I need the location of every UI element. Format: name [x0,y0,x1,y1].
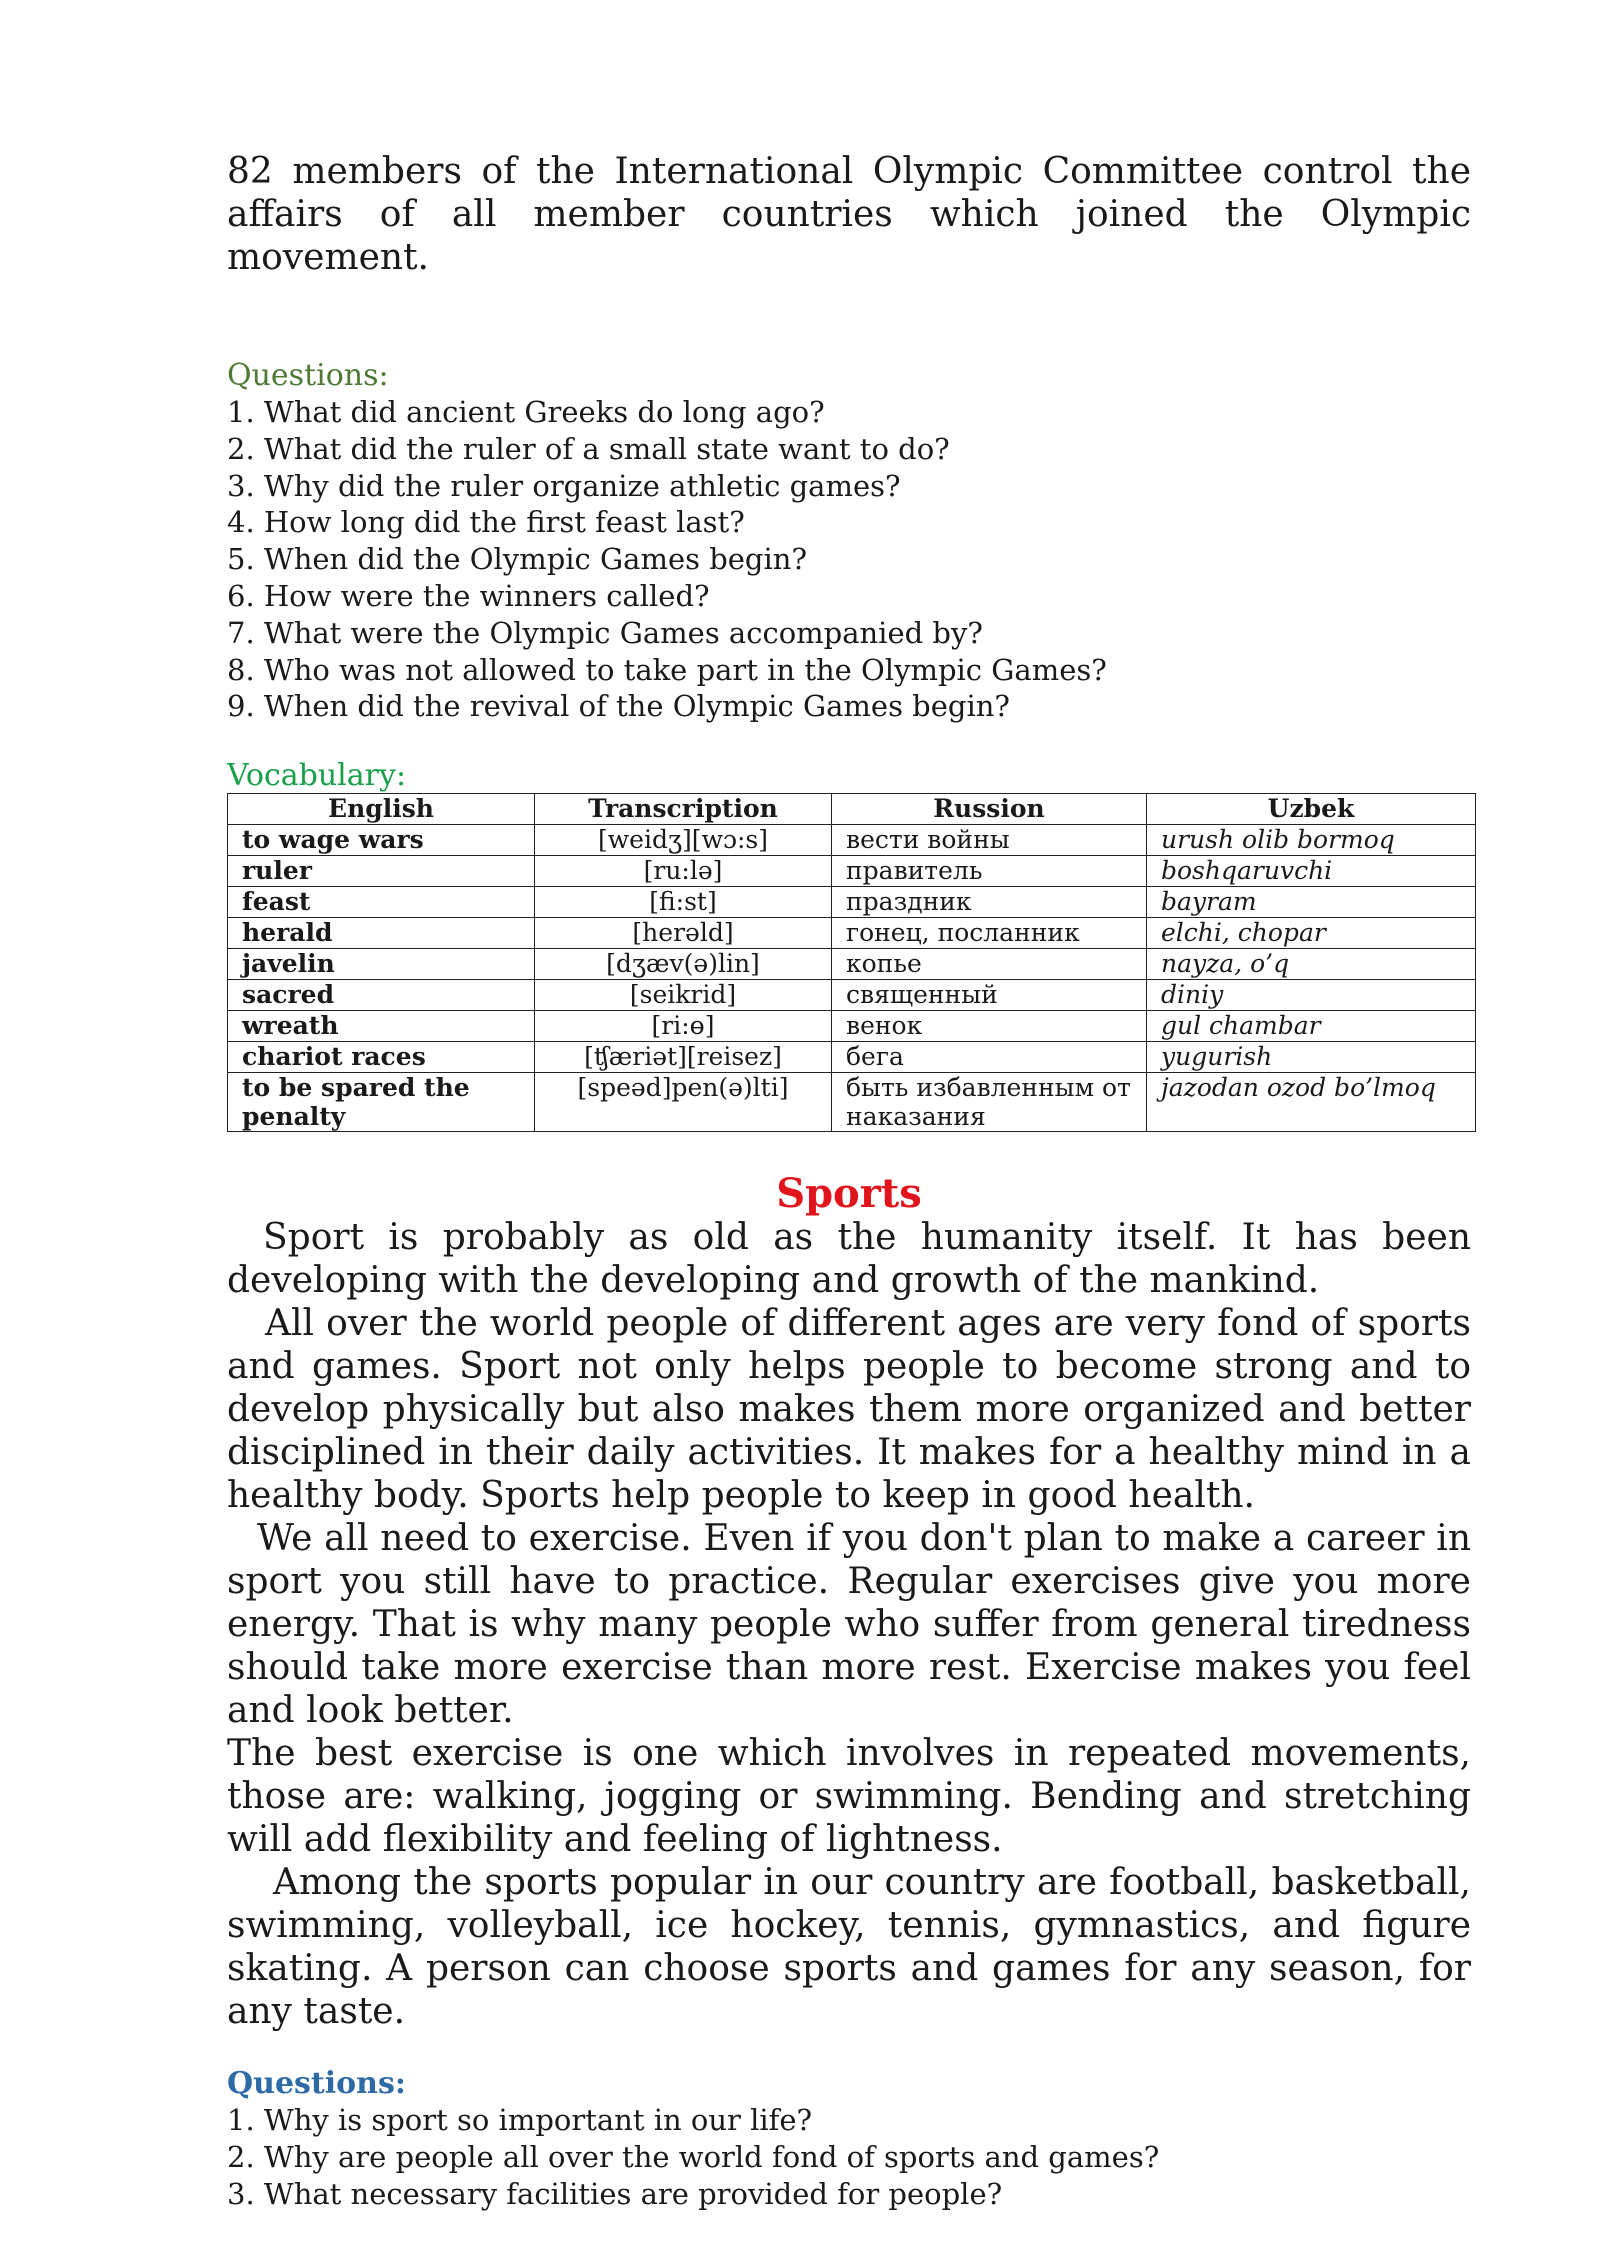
cell-russian: копье [832,949,1147,980]
cell-russian: быть избавленным от наказания [832,1073,1147,1132]
cell-transcription: [ru:lə] [535,856,832,887]
questions-list [227,394,1471,725]
cell-uzbek: gul chambar [1147,1011,1476,1042]
table-row [228,1011,1476,1042]
cell-uzbek: yugurish [1147,1042,1476,1073]
questions-heading-sports: Questions: [227,2066,406,2102]
cell-english: sacred [228,980,535,1011]
cell-english: to wage wars [228,825,535,856]
sports-paragraph: We all need to exercise. Even if you don't plan to make a career in sport you still have to practice. Regular exercises give you more energy. That is why many people who suffer from general tiredness should take more exercise than more rest. Exercise makes you feel and look better. [227,1518,1471,1732]
sports-paragraph: The best exercise is one which involves in repeated movements, those are: walking, jogging or swimming. Bending and stretching will add flexibility and feeling of lightness. [227,1733,1471,1861]
sports-paragraph: All over the world people of different ages are very fond of sports and games. Sport not only helps people to become strong and to develop physically but also makes them more organized and better disciplined in their daily activities. It makes for a healthy mind in a healthy body. Sports help people to keep in good health. [227,1303,1471,1517]
vocabulary-heading: Vocabulary: [227,758,407,794]
question-item: 8. Who was not allowed to take part in the Olympic Games? [227,652,1107,687]
question-item: 9. When did the revival of the Olympic Games begin? [227,689,1010,724]
cell-uzbek: elchi, chopar [1147,918,1476,949]
cell-russian: священный [832,980,1147,1011]
cell-transcription: [seikrid] [535,980,832,1011]
column-header-english: English [228,794,535,825]
column-header-uzbek: Uzbek [1147,794,1476,825]
cell-russian: праздник [832,887,1147,918]
cell-english: feast [228,887,535,918]
question-item: 2. Why are people all over the world fond of sports and games? [227,2139,1160,2174]
section-title-sports: Sports [776,1170,922,1218]
cell-transcription: [ʧæriət][reisez] [535,1042,832,1073]
table-row [228,980,1476,1011]
table-row [228,1073,1476,1132]
cell-russian: правитель [832,856,1147,887]
question-item: 3. Why did the ruler organize athletic games? [227,468,901,503]
cell-english: wreath [228,1011,535,1042]
cell-russian: вести войны [832,825,1147,856]
cell-transcription: [ri:ɵ] [535,1011,832,1042]
cell-english: javelin [228,949,535,980]
sports-paragraph: Among the sports popular in our country are football, basketball, swimming, volleyball, ice hockey, tennis, gymnastics, and figure skating. A person can choose sports and games for any season, for any taste. [227,1862,1471,2033]
table-row [228,887,1476,918]
vocabulary-table [227,793,1476,1132]
cell-english: chariot races [228,1042,535,1073]
column-header-russian: Russion [832,794,1147,825]
question-item: 2. What did the ruler of a small state want to do? [227,431,950,466]
cell-transcription: [speəd]pen(ə)lti] [535,1073,832,1132]
cell-transcription: [herəld] [535,918,832,949]
table-row [228,949,1476,980]
cell-transcription: [dʒæv(ə)lin] [535,949,832,980]
cell-russian: бега [832,1042,1147,1073]
cell-transcription: [weidʒ][wɔ:s] [535,825,832,856]
cell-english: herald [228,918,535,949]
table-header-row [228,794,1476,825]
cell-uzbek: urush olib bormoq [1147,825,1476,856]
cell-transcription: [fi:st] [535,887,832,918]
cell-uzbek: jazodan ozod bo’lmoq [1147,1073,1476,1132]
question-item: 6. How were the winners called? [227,578,710,613]
cell-uzbek: bayram [1147,887,1476,918]
question-item: 1. Why is sport so important in our life? [227,2103,813,2138]
sports-paragraph: Sport is probably as old as the humanity itself. It has been developing with the developing and growth of the mankind. [227,1217,1471,1302]
cell-uzbek: nayza, o’q [1147,949,1476,980]
cell-english: to be spared the penalty [228,1073,535,1132]
table-row [228,825,1476,856]
intro-paragraph: 82 members of the International Olympic Committee control the affairs of all member countries which joined the Olympic movement. [227,151,1471,278]
cell-uzbek: diniy [1147,980,1476,1011]
question-item: 1. What did ancient Greeks do long ago? [227,395,825,429]
table-row [228,918,1476,949]
question-item: 3. What necessary facilities are provided for people? [227,2176,1003,2211]
table-row [228,856,1476,887]
column-header-transcription: Transcription [535,794,832,825]
document-page [227,150,1471,2213]
questions-list-sports [227,2102,1471,2212]
table-row [228,1042,1476,1073]
question-item: 4. How long did the first feast last? [227,505,745,540]
cell-english: ruler [228,856,535,887]
question-item: 7. What were the Olympic Games accompanied by? [227,615,983,650]
cell-uzbek: boshqaruvchi [1147,856,1476,887]
question-item: 5. When did the Olympic Games begin? [227,542,807,577]
cell-russian: венок [832,1011,1147,1042]
cell-russian: гонец, посланник [832,918,1147,949]
questions-heading: Questions: [227,358,389,393]
